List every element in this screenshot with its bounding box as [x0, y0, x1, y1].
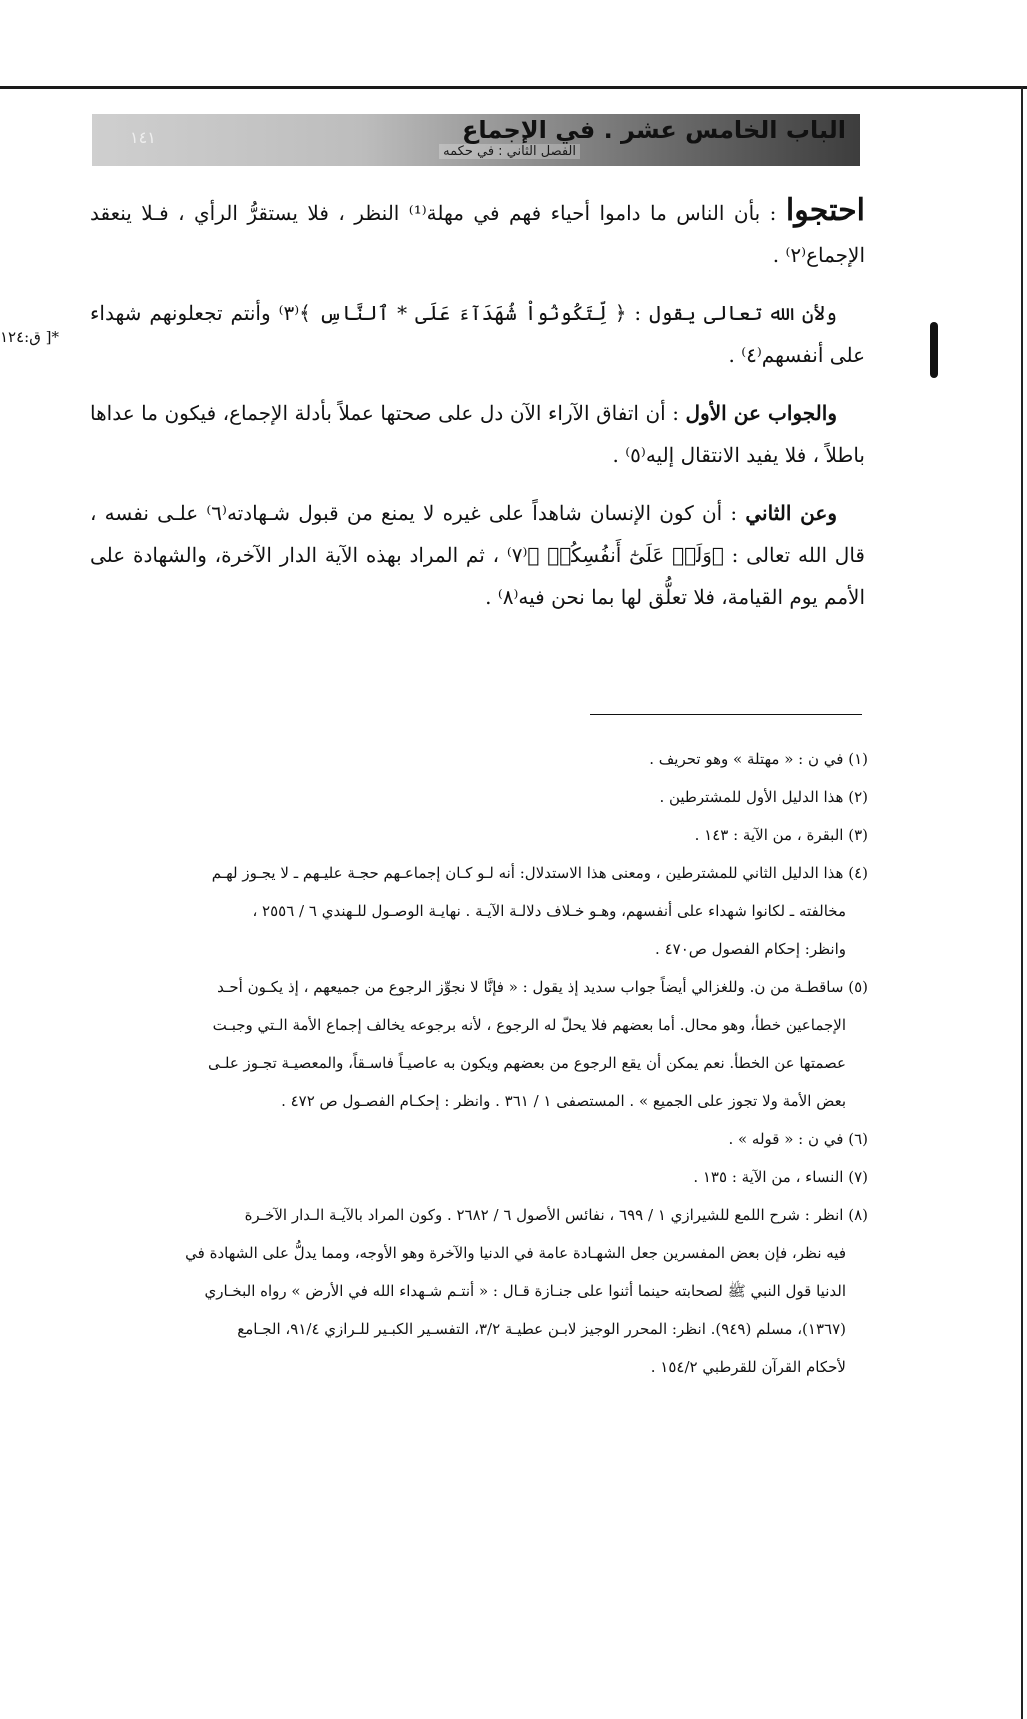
paragraph-2 — [90, 292, 865, 376]
footnote-6: (٦) في ن : « قوله » . — [728, 1130, 868, 1148]
footnote-8-line-1: (٨) انظر : شرح اللمع للشيرازي ١ / ٦٩٩ ، نفائس الأصول ٦ / ٢٦٨٢ . وكون المراد بالآيـة الـدار الآخـرة — [244, 1206, 868, 1224]
footnote-1: (١) في ن : « مهتلة » وهو تحريف . — [649, 750, 868, 768]
footnote-5-line-1: (٥) ساقطـة من ن. وللغزالي أيضاً جواب سديد إذ يقول : « فإنَّا لا نجوِّز الرجوع من جميعهم ، إذ يكـون أحـد — [217, 978, 868, 996]
paragraph-1-lead: احتجوا — [785, 193, 866, 228]
top-border-line — [0, 86, 1027, 89]
right-border-line — [1021, 86, 1023, 1719]
footnote-4-line-1: (٤) هذا الدليل الثاني للمشترطين ، ومعنى هذا الاستدلال: أنه لـو كـان إجماعـهم حجـة عليـهم ـ لا يجـوز لهـم — [211, 864, 868, 882]
footnote-4-line-2: مخالفته ـ لكانوا شهداء على أنفسهم، وهـو خـلاف دلالـة الآيـة . نهايـة الوصـول للـهندي ٦ / ٢٥٥٦ ، — [252, 902, 846, 920]
paragraph-1-text: : بأن الناس ما داموا أحياء فهم في مهلة⁽¹⁾ النظر ، فلا يستقرُّ الرأي ، فـلا ينعقد الإجماع⁽٢⁾ . — [90, 201, 865, 267]
margin-note: *[ ق:١٢٤ — [0, 328, 59, 346]
footnote-3: (٣) البقرة ، من الآية : ١٤٣ . — [694, 826, 868, 844]
footnote-5-line-4: بعض الأمة ولا تجوز على الجميع » . المستصفى ١ / ٣٦١ . وانظر : إحكـام الفصـول ص ٤٧٢ . — [281, 1092, 846, 1110]
footnote-4-line-3: وانظر: إحكام الفصول ص٤٧٠ . — [655, 940, 846, 958]
paragraph-3 — [90, 392, 865, 476]
footnote-5-line-3: عصمتها عن الخطأ. نعم يمكن أن يقع الرجوع من بعضهم ويكون به عاصيـاً فاسـقاً، والمعصيـة تجـوز علـى — [207, 1054, 846, 1072]
page-edge-mark — [930, 322, 938, 378]
paragraph-3-text: : أن اتفاق الآراء الآن دل على صحتها عملاً بأدلة الإجماع، فيكون ما عداها باطلاً ، فلا يفيد الانتقال إليه⁽٥⁾ . — [90, 401, 865, 467]
paragraph-4 — [90, 492, 865, 618]
footnote-separator — [590, 714, 862, 715]
main-text — [90, 190, 865, 634]
footnote-8-line-2: فيه نظر، فإن بعض المفسرين جعل الشهـادة عامة في الدنيا والآخرة وهو الأوجه، ومما يدلُّ على الشهادة في — [185, 1244, 846, 1262]
paragraph-4-lead: وعن الثاني — [745, 501, 837, 525]
footnote-8-line-4: (١٣٦٧)، مسلم (٩٤٩). انظر: المحرر الوجيز لابـن عطيـة ٣/٢، التفسـير الكبـير للـرازي ٩١/٤، الجـامع — [237, 1320, 846, 1338]
footnote-8-line-3: الدنيا قول النبي ﷺ لصحابته حينما أثنوا على جنـازة قـال : « أنتـم شـهداء الله في الأرض » رواه البخـاري — [204, 1282, 846, 1300]
footnote-7: (٧) النساء ، من الآية : ١٣٥ . — [693, 1168, 868, 1186]
header-subtitle: الفصل الثاني : في حكمه — [439, 144, 580, 159]
paragraph-4-text: : أن كون الإنسان شاهداً على غيره لا يمنع من قبول شـهادته⁽٦⁾ علـى نفسه ، قال الله تعالى : ﴿وَلَوۡ عَلَىٰٓ أَنفُسِكُمۡ ﴾⁽٧⁾ ، ثم المراد بهذه الآية الدار الآخرة، والشهادة على الأمم يوم القيامة، فلا تعلُّق لها بما نحن فيه⁽٨⁾ . — [90, 501, 865, 609]
header-title: الباب الخامس عشر . في الإجماع — [461, 116, 846, 144]
running-header — [92, 114, 860, 166]
paragraph-2-text: ولأن الله تعالى يقول : ﴿ لِّتَكُونُواْ شُهَدَآءَ عَلَى * ٱلنَّاسِ ﴾⁽٣⁾ وأنتم تجعلونهم شهداء على أنفسهم⁽٤⁾ . — [90, 301, 865, 367]
footnote-5-line-2: الإجماعين خطأ، وهو محال. أما بعضهم فلا يحلّ له الرجوع ، لأنه برجوعه يخالف إجماع الأمة الـتي وجبـت — [212, 1016, 846, 1034]
footnotes — [88, 740, 868, 1386]
footnote-2: (٢) هذا الدليل الأول للمشترطين . — [659, 788, 868, 806]
page-number: ١٤١ — [130, 128, 156, 147]
paragraph-1 — [90, 190, 865, 276]
footnote-8-line-5: لأحكام القرآن للقرطبي ١٥٤/٢ . — [650, 1358, 846, 1376]
paragraph-3-lead: والجواب عن الأول — [685, 401, 837, 425]
